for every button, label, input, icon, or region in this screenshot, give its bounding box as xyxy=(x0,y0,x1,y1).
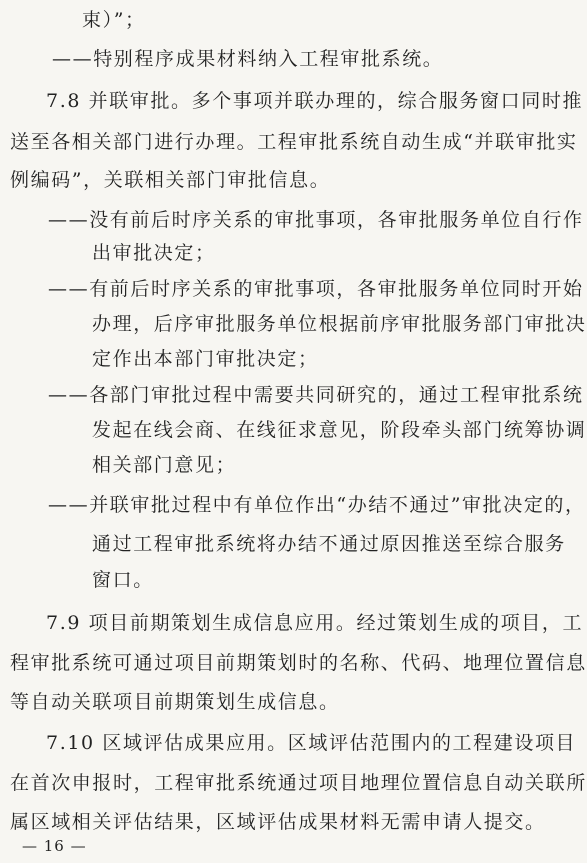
text-line: ——有前后时序关系的审批事项，各审批服务单位同时开始 xyxy=(48,278,584,300)
text-line: ——没有前后时序关系的审批事项，各审批服务单位自行作 xyxy=(48,209,584,231)
text-line: ——并联审批过程中有单位作出“办结不通过”审批决定的， xyxy=(48,494,586,516)
text-line: 送至各相关部门进行办理。工程审批系统自动生成“并联审批实 xyxy=(10,131,578,153)
page-number: — 16 — xyxy=(22,837,87,855)
text-line: 等自动关联项目前期策划生成信息。 xyxy=(10,691,340,713)
text-line: 窗口。 xyxy=(92,569,154,591)
text-line: 发起在线会商、在线征求意见，阶段牵头部门统筹协调 xyxy=(92,419,587,441)
text-line: 在首次申报时，工程审批系统通过项目地理位置信息自动关联所 xyxy=(10,772,587,794)
text-line: 出审批决定； xyxy=(92,242,216,264)
text-line: 例编码”，关联相关部门审批信息。 xyxy=(10,169,331,191)
text-line: 通过工程审批系统将办结不通过原因推送至综合服务 xyxy=(92,533,566,555)
text-line: ——特别程序成果材料纳入工程审批系统。 xyxy=(52,48,444,70)
text-line: 办理，后序审批服务单位根据前序审批服务部门审批决 xyxy=(92,313,587,335)
text-line: 相关部门意见； xyxy=(92,454,237,476)
text-line: 束）”； xyxy=(82,9,146,31)
text-line: 7.8 并联审批。多个事项并联办理的，综合服务窗口同时推 xyxy=(46,90,584,112)
text-line: 属区域相关评估结果，区域评估成果材料无需申请人提交。 xyxy=(10,811,546,833)
text-line: 7.10 区域评估成果应用。区域评估范围内的工程建设项目 xyxy=(46,732,577,754)
text-line: ——各部门审批过程中需要共同研究的，通过工程审批系统 xyxy=(48,384,584,406)
text-line: 定作出本部门审批决定； xyxy=(92,348,319,370)
text-line: 程审批系统可通过项目前期策划时的名称、代码、地理位置信息 xyxy=(10,652,587,674)
text-line: 7.9 项目前期策划生成信息应用。经过策划生成的项目，工 xyxy=(46,612,584,634)
